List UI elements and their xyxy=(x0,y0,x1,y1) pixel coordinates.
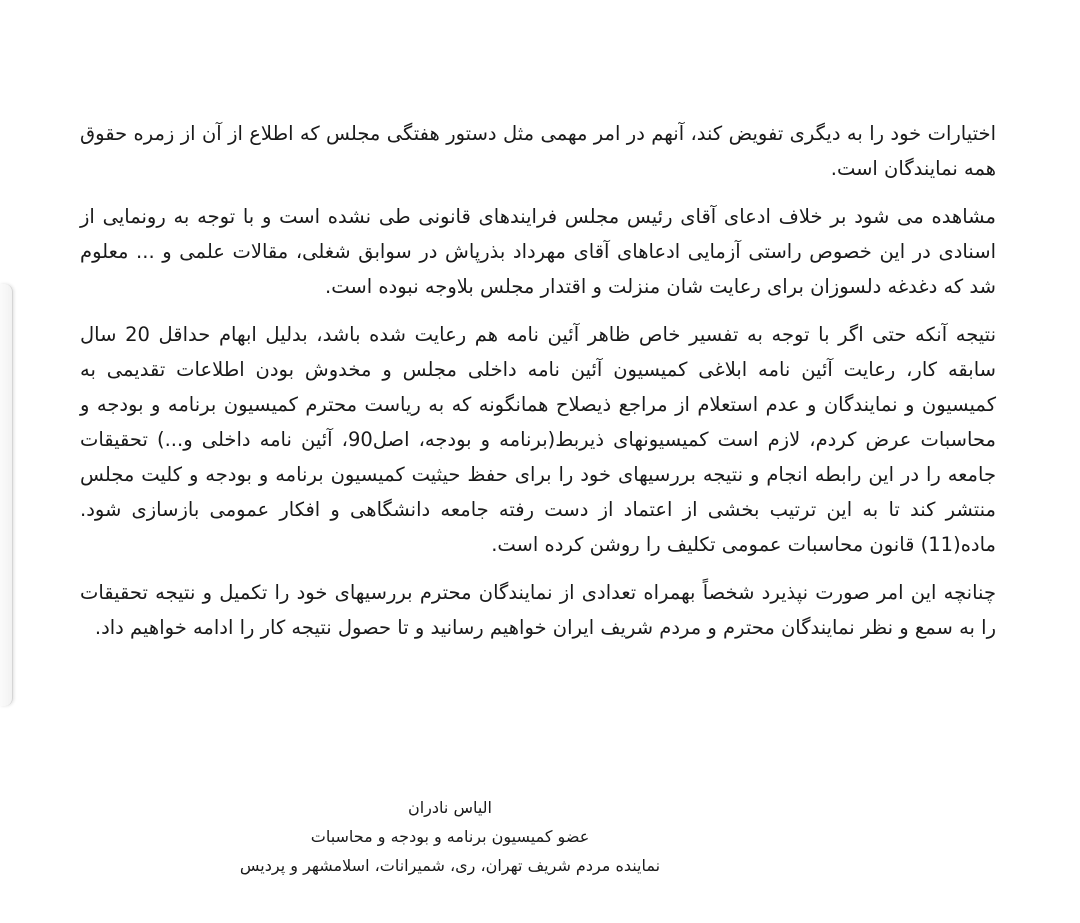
signer-name: الیاس نادران xyxy=(407,798,492,817)
page-edge-shadow xyxy=(0,284,13,706)
letter-paragraph-2: مشاهده می شود بر خلاف ادعای آقای رئیس مجلس فرایندهای قانونی طی نشده است و با توجه به رونمایی از اسنادی در این خصوص راستی آزمایی ادعاهای آقای مهرداد بذرپاش در سوابق شغلی، مقالات علمی و ... معلوم شد که دغدغه دلسوزان برای رعایت شان منزلت و اقتدار مجلس بلاوجه نبوده است. xyxy=(80,205,996,298)
letter-paragraph-4: چنانچه این امر صورت نپذیرد شخصاً بهمراه تعدادی از نمایندگان محترم بررسیهای خود را تکمیل و نتیجه تحقیقات را به سمع و نظر نمایندگان محترم و مردم شریف ایران خواهیم رسانید و تا حصول نتیجه کار را ادامه خواهیم داد. xyxy=(80,581,996,639)
signer-role: عضو کمیسیون برنامه و بودجه و محاسبات xyxy=(310,827,590,846)
letter-paragraph-3: نتیجه آنکه حتی اگر با توجه به تفسیر خاص ظاهر آئین نامه هم رعایت شده باشد، بدلیل ابهام حداقل 20 سال سابقه کار، رعایت آئین نامه ابلاغی کمیسیون آئین نامه داخلی مجلس و مخدوش بودن اطلاعات تقدیمی به کمیسیون و نمایندگان و عدم استعلام از مراجع ذیصلاح همانگونه که به ریاست محترم کمیسیون برنامه و بودجه و محاسبات عرض کردم، لازم است کمیسیونهای ذیربط(برنامه و بودجه، اصل90، آئین نامه داخلی و...) تحقیقات جامعه را در این رابطه انجام و نتیجه بررسیهای خود را برای حفظ حیثیت کمیسیون برنامه و بودجه و کلیت مجلس منتشر کند تا به این ترتیب بخشی از اعتماد از دست رفته جامعه دانشگاهی و افکار عمومی بازسازی شود. ماده(11) قانون محاسبات عمومی تکلیف را روشن کرده است. xyxy=(80,323,996,556)
letter-paragraph-1: اختیارات خود را به دیگری تفویض کند، آنهم در امر مهمی مثل دستور هفتگی مجلس که اطلاع از آن از زمره حقوق همه نمایندگان است. xyxy=(80,122,996,180)
letter-body xyxy=(80,116,996,658)
signer-constituency: نماینده مردم شریف تهران، ری، شمیرانات، اسلامشهر و پردیس xyxy=(239,856,661,875)
signature-block xyxy=(170,793,730,880)
